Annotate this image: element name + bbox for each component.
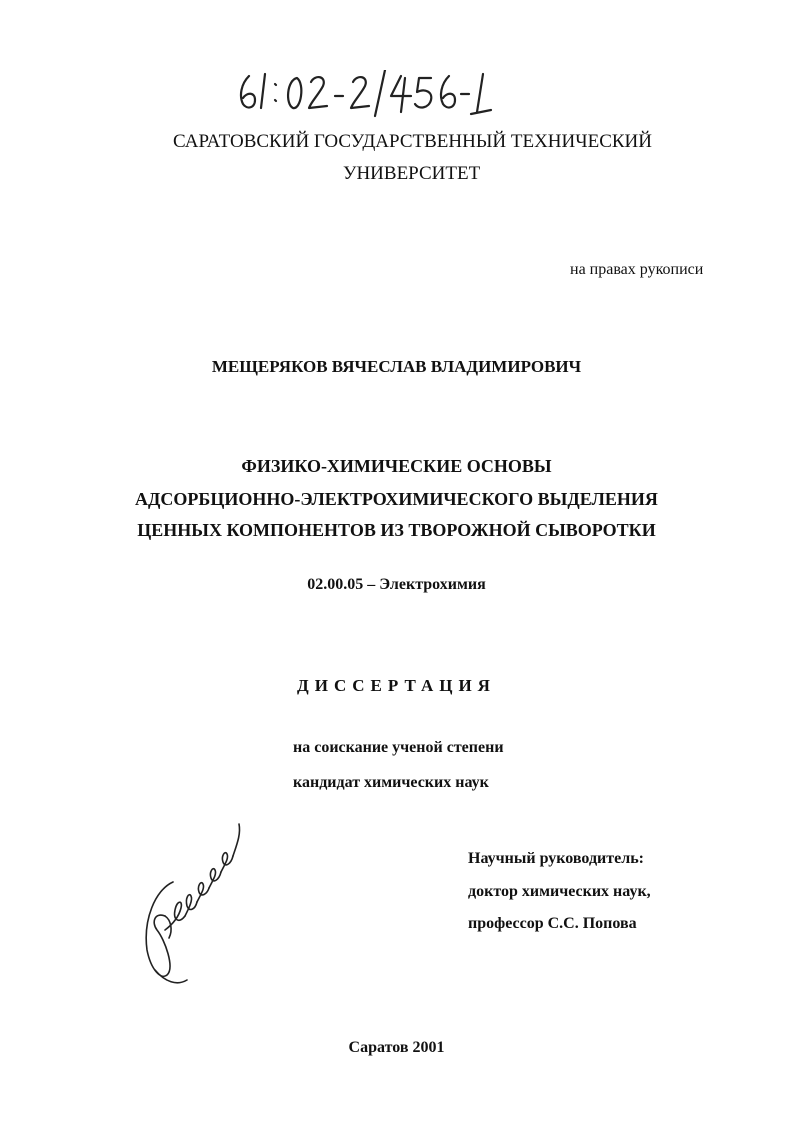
signature-image [135, 820, 260, 990]
thesis-title-line: ФИЗИКО-ХИМИЧЕСКИЕ ОСНОВЫ [241, 456, 552, 476]
specialty-code: 02.00.05 – Электрохимия [307, 576, 486, 593]
degree-line: на соискание ученой степени [293, 739, 504, 756]
rights-note: на правах рукописи [570, 261, 704, 278]
university-name-line2: УНИВЕРСИТЕТ [343, 163, 481, 184]
document-type: ДИССЕРТАЦИЯ [297, 676, 496, 695]
thesis-title-line: ЦЕННЫХ КОМПОНЕНТОВ ИЗ ТВОРОЖНОЙ СЫВОРОТКИ [137, 520, 656, 540]
supervisor-degree: доктор химических наук, [468, 883, 651, 900]
author-name: МЕЩЕРЯКОВ ВЯЧЕСЛАВ ВЛАДИМИРОВИЧ [211, 357, 582, 376]
supervisor-heading: Научный руководитель: [468, 850, 644, 867]
university-name-line1: САРАТОВСКИЙ ГОСУДАРСТВЕННЫЙ ТЕХНИЧЕСКИЙ [173, 131, 652, 152]
thesis-title-line: АДСОРБЦИОННО-ЭЛЕКТРОХИМИЧЕСКОГО ВЫДЕЛЕНИЯ [135, 489, 658, 509]
city-year: Саратов 2001 [348, 1039, 445, 1056]
supervisor-name: профессор С.С. Попова [468, 915, 637, 932]
degree-line: кандидат химических наук [293, 774, 489, 791]
